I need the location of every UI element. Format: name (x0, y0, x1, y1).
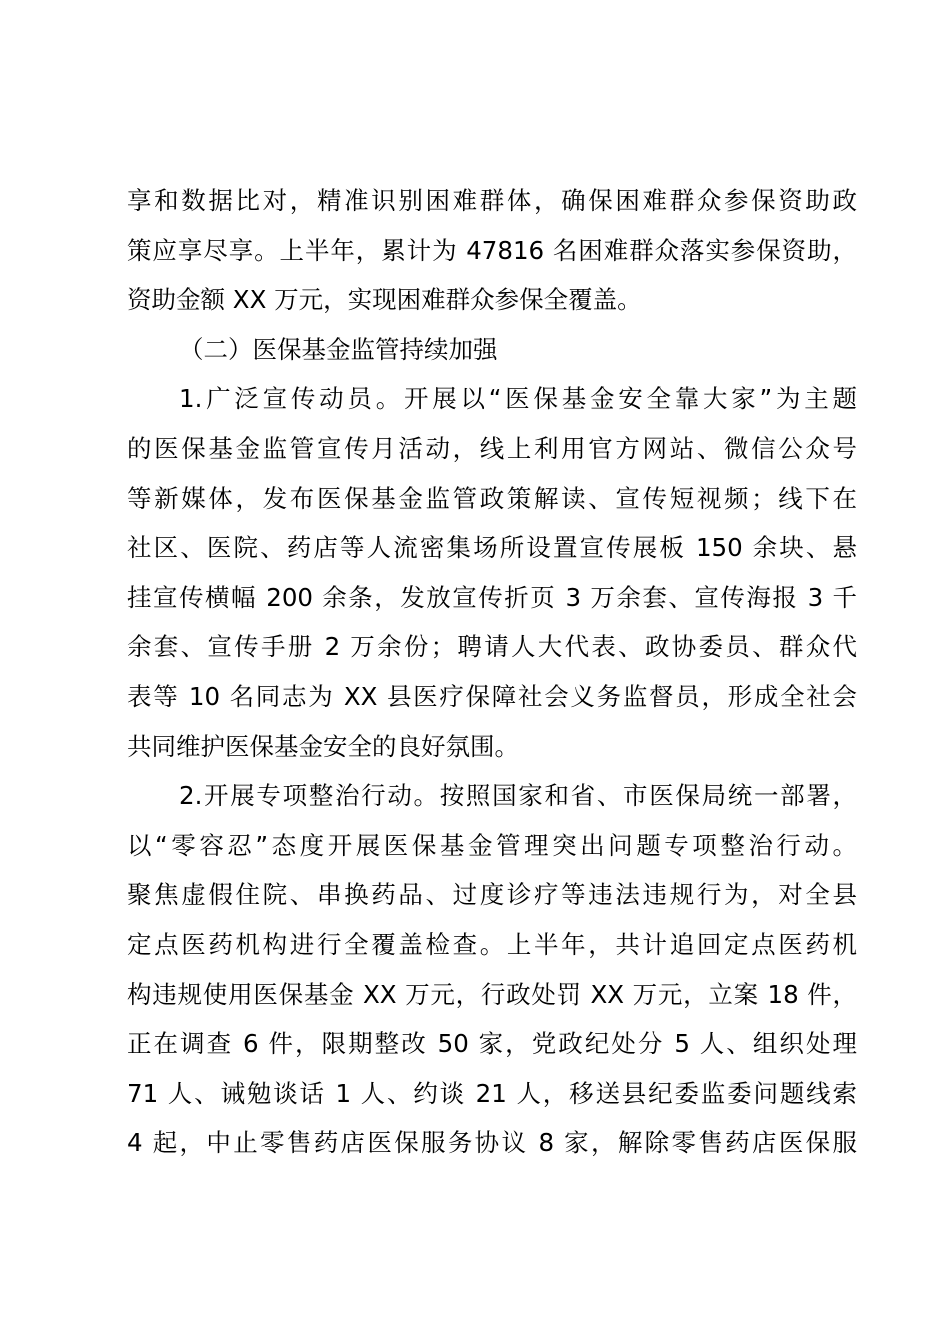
document-body (127, 176, 857, 1168)
text-line: 聚焦虚假住院、串换药品、过度诊疗等违法违规行为，对全县 (127, 880, 857, 910)
text-line: 表等 10 名同志为 XX 县医疗保障社会义务监督员，形成全社会 (127, 681, 857, 711)
text-line: 等新媒体，发布医保基金监管政策解读、宣传短视频；线下在 (127, 483, 857, 513)
text-line: 余套、宣传手册 2 万余份；聘请人大代表、政协委员、群众代 (127, 632, 857, 662)
text-line: 享和数据比对，精准识别困难群体，确保困难群众参保资助政 (127, 186, 857, 215)
text-line: 社区、医院、药店等人流密集场所设置宣传展板 150 余块、悬 (127, 533, 857, 563)
text-line: 以“零容忍”态度开展医保基金管理突出问题专项整治行动。 (127, 830, 857, 860)
text-line: 2.开展专项整治行动。按照国家和省、市医保局统一部署， (179, 781, 857, 811)
text-line: 的医保基金监管宣传月活动，线上利用官方网站、微信公众号 (127, 433, 857, 463)
text-line: 1.广泛宣传动员。开展以“医保基金安全靠大家”为主题 (179, 384, 857, 414)
text-line: 4 起，中止零售药店医保服务协议 8 家，解除零售药店医保服 (127, 1128, 857, 1158)
section-heading: （二）医保基金监管持续加强 (179, 334, 498, 364)
text-line: 资助金额 XX 万元，实现困难群众参保全覆盖。 (127, 285, 642, 315)
text-line: 挂宣传横幅 200 余条，发放宣传折页 3 万余套、宣传海报 3 千 (127, 582, 857, 612)
text-line: 定点医药机构进行全覆盖检查。上半年，共计追回定点医药机 (127, 929, 857, 959)
text-line: 构违规使用医保基金 XX 万元，行政处罚 XX 万元，立案 18 件， (127, 979, 857, 1009)
text-line: 策应享尽享。上半年，累计为 47816 名困难群众落实参保资助， (127, 235, 857, 265)
text-line: 共同维护医保基金安全的良好氛围。 (127, 731, 519, 761)
text-line: 71 人、诫勉谈话 1 人、约谈 21 人，移送县纪委监委问题线索 (127, 1078, 857, 1108)
text-line: 正在调查 6 件，限期整改 50 家，党政纪处分 5 人、组织处理 (127, 1029, 857, 1059)
